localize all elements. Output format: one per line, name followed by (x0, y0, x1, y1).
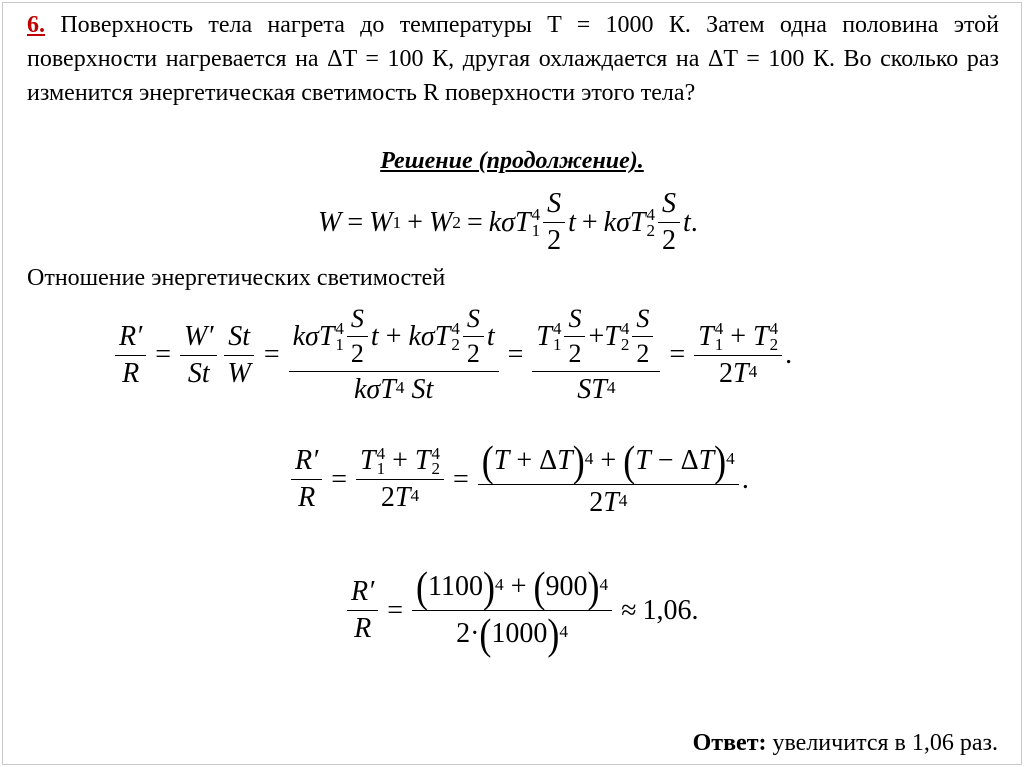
ratio-equation-2: $\frac{R'}{R}$ = T 4 1 + T 4 2 2 T 4 = ( T + Δ T ) 4 + ( T − Δ T ) 4 2 T 4 . (288, 440, 749, 519)
problem-number: 6. (27, 12, 45, 38)
problem-statement (27, 8, 999, 110)
solution-heading: Решение (продолжение). (380, 148, 644, 174)
numeric-result-equation: $\frac{R'}{R}$ = ( 1100 ) 4 + ( 900 ) 4 2· ( 1000 ) 4 ≈ 1,06. (344, 566, 699, 655)
answer-text: увеличится в 1,06 раз. (772, 730, 998, 756)
problem-text: Поверхность тела нагрета до температуры T = 1000 К. Затем одна половина этой поверхности нагревается на ΔT = 100 К, другая охлаждается на ΔT = 100 К. Во сколько раз изменится энергетическая светимость R поверхности этого тела? (27, 12, 1000, 106)
result-value: 1,06. (642, 594, 699, 626)
ratio-label: Отношение энергетических светимостей (27, 265, 446, 291)
energy-equation: W = W 1 + W 2 = kσT 4 1 $\frac{S}{2}$ t + kσT 4 2 $\frac{S}{2}$ t . (318, 188, 698, 256)
ratio-equation-1: $\frac{R'}{R}$ = $\frac{W'}{St}$ $\frac{St}{W}$ = kσT 4 1 $\frac{S}{2}$ t + kσT 4 2 $\frac{S}{2}$ t kσT 4 St = T 4 1 $\frac{S}{2}$ + T 4 2 $\frac{S}{2}$ ST 4 = T 4 1 + T 4 2 2 T 4 . (112, 304, 792, 406)
answer-label: Ответ: (692, 730, 767, 756)
answer (693, 730, 998, 757)
